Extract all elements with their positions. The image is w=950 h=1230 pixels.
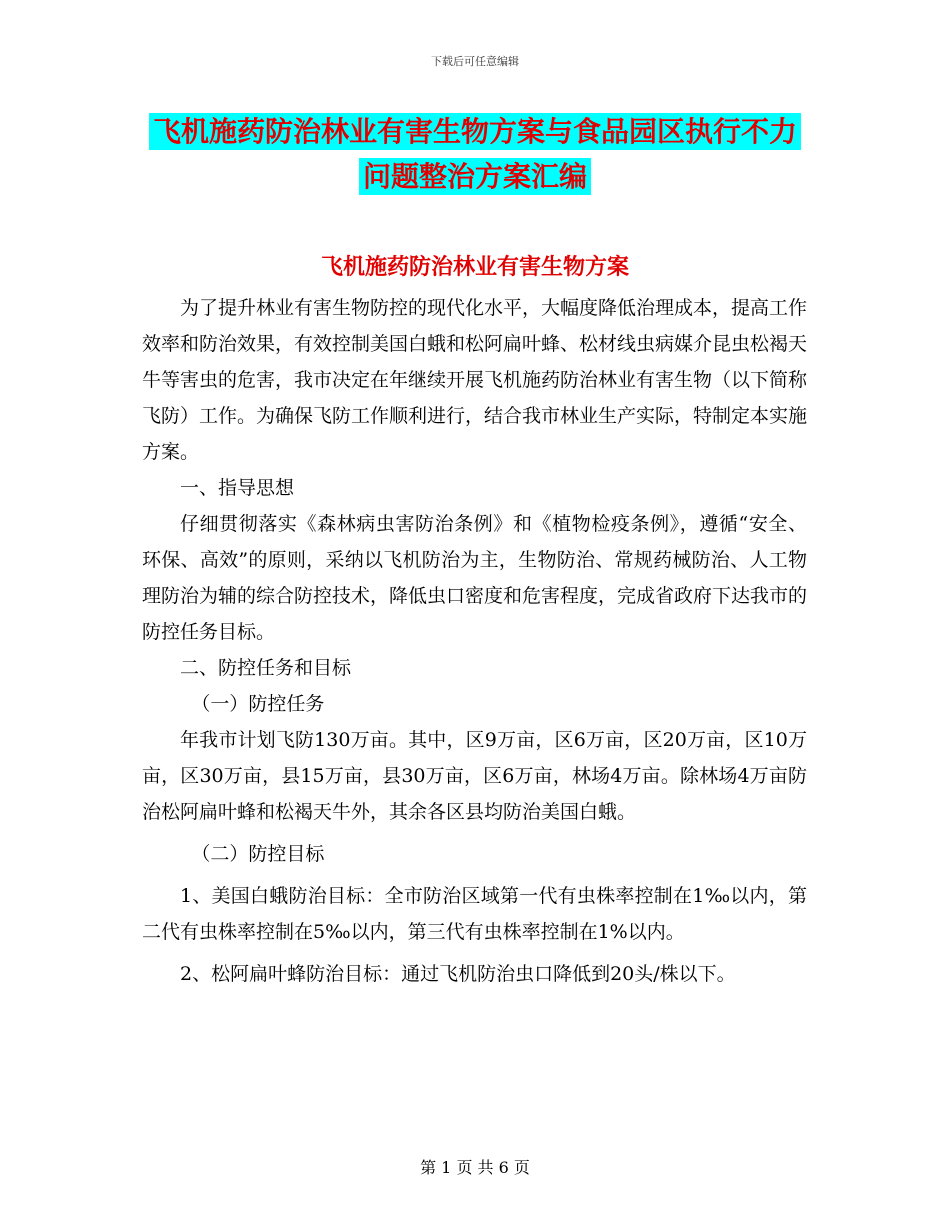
heading-tasks: （一）防控任务 <box>191 693 325 715</box>
title-highlight: 飞机施药防治林业有害生物方案与食品园区执行不力 <box>149 113 801 150</box>
paragraph-goal-2: 2、松阿扁叶蜂防治目标：通过飞机防治虫口降低到20头/株以下。 <box>180 963 736 985</box>
page-number: 第 1 页 共 6 页 <box>420 1158 530 1177</box>
document-body <box>142 290 807 992</box>
header-note: 下载后可任意编辑 <box>431 55 519 68</box>
paragraph-guiding-thought: 仔细贯彻落实《森林病虫害防治条例》和《植物检疫条例》，遵循“安全、环保、高效”的原则，采纳以飞机防治为主，生物防治、常规药械防治、人工物理防治为辅的综合防控技术，降低虫口密度和危害程度，完成省政府下达我市的防控任务目标。 <box>142 513 808 643</box>
heading-goals: （二）防控目标 <box>191 843 325 865</box>
paragraph-goal-1: 1、美国白蛾防治目标：全市防治区域第一代有虫株率控制在1‰以内，第二代有虫株率控制在5‰以内，第三代有虫株率控制在1%以内。 <box>142 885 807 943</box>
title-highlight: 问题整治方案汇编 <box>359 158 591 195</box>
heading-guiding-thought: 一、指导思想 <box>180 477 295 499</box>
paragraph-intro: 为了提升林业有害生物防控的现代化水平，大幅度降低治理成本，提高工作效率和防治效果，有效控制美国白蛾和松阿扁叶蜂、松材线虫病媒介昆虫松褐天牛等害虫的危害，我市决定在年继续开展飞机施药防治林业有害生物（以下简称飞防）工作。为确保飞防工作顺利进行，结合我市林业生产实际，特制定本实施方案。 <box>142 297 808 463</box>
paragraph-tasks: 年我市计划飞防130万亩。其中，区9万亩，区6万亩，区20万亩，区10万亩，区30万亩，县15万亩，县30万亩，区6万亩，林场4万亩。除林场4万亩防治松阿扁叶蜂和松褐天牛外，其余各区县均防治美国白蛾。 <box>142 729 807 823</box>
section-title: 飞机施药防治林业有害生物方案 <box>320 255 629 280</box>
heading-tasks-goals: 二、防控任务和目标 <box>180 657 352 679</box>
document-title-line2 <box>0 155 950 195</box>
document-title-line1 <box>0 110 950 150</box>
